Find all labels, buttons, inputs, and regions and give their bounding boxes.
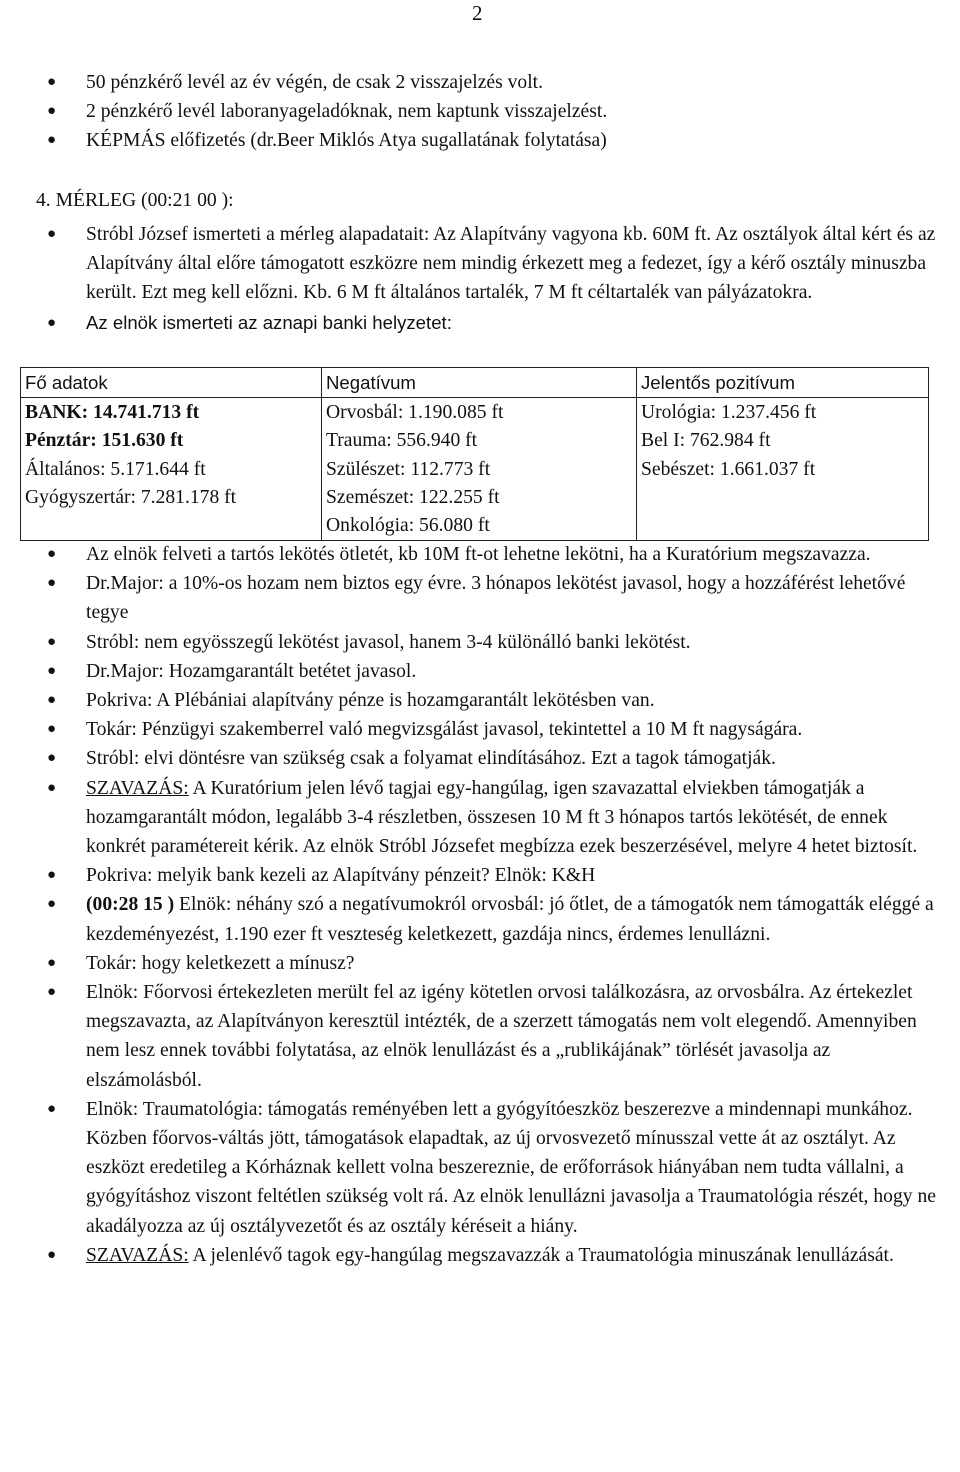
bullet-icon: ● <box>47 692 57 709</box>
table-cell <box>21 398 322 541</box>
cell-line: Bel I: 762.984 ft <box>641 430 771 452</box>
bullet-icon: ● <box>47 226 57 242</box>
cell-line: Szemészet: 122.255 ft <box>326 486 500 508</box>
cell-line: Gyógyszertár: 7.281.178 ft <box>25 486 237 508</box>
cell-line: Pénztár: 151.630 ft <box>25 430 184 452</box>
cell-line: Szülészet: 112.773 ft <box>326 458 491 480</box>
table-header: Jelentős pozitívum <box>637 368 929 398</box>
bullet-icon: ● <box>47 662 57 679</box>
bullet-icon: ● <box>47 779 57 796</box>
section-list <box>0 220 960 337</box>
list-item: ● Elnök: Traumatológia: támogatás reményében lett a gyógyítóeszköz beszerezve a mindennapi munkához. Közben főorvos-váltás jött, támogatások elapadtak, az új orvosvezető mínusszal vette át az osztályt. Az eszközt eredetileg a Kórháznak kellett volna beszereznie, de erőforrások hiányában nem tudta vállalni, a gyógyításhoz viszont feltétlen szükség volt rá. Az elnök lenullázni javasolja a Traumatológia részét, hogy ne akadályozza az új osztályvezetőt és az osztály kéréseit a hiány. <box>0 1095 960 1241</box>
table-cell <box>637 398 929 541</box>
discussion-list <box>0 540 960 1270</box>
bullet-icon: ● <box>47 984 57 1001</box>
bullet-icon: ● <box>47 313 57 331</box>
list-item: ● Pokriva: melyik bank kezeli az Alapítvány pénzeit? Elnök: K&H <box>0 861 960 890</box>
bullet-icon: ● <box>47 954 57 971</box>
bank-status-table <box>20 367 929 541</box>
bullet-icon: ● <box>47 721 57 738</box>
table-header: Fő adatok <box>21 368 322 398</box>
list-item: ● Elnök: Főorvosi értekezleten merült fel az igény kötetlen orvosi találkozásra, az orvosbálra. Az értekezlet megszavazta, az Alapítványon keresztül intézték, de a szerzett támogatás nem volt elegendő. Amennyiben nem lesz ennek további folytatása, az elnök lenullázást és a „rublikájának” törlését javasolja az elszámolásból. <box>0 978 960 1095</box>
vote-item: ● SZAVAZÁS: A jelenlévő tagok egy-hangúlag megszavazzák a Traumatológia minuszának lenullázását. <box>0 1241 960 1270</box>
cell-line: Általános: 5.171.644 ft <box>25 458 206 480</box>
bullet-icon: ● <box>47 546 57 562</box>
page-number: 2 <box>472 1 483 25</box>
list-item: ● Stróbl József ismerteti a mérleg alapadatait: Az Alapítvány vagyona kb. 60M ft. Az osztályok által kért és az Alapítvány által előre támogatott eszközre nem mindig érkezett meg a fedezet, így a kérő osztály minuszba került. Ezt meg kell előzni. Kb. 6 M ft általános tartalék, 7 M ft céltartalék van pályázatokra. <box>0 220 960 308</box>
vote-item: ● SZAVAZÁS: A Kuratórium jelen lévő tagjai egy-hangúlag, igen szavazattal elviekben támogatják a hozamgarantált módon, legalább 3-4 részletben, összesen 10 M ft 3 hónapos tartós lekötését, de ennek konkrét paramétereit kérik. Az elnök Stróbl Józsefet megbízza ezek beszerzésével, melyre 4 hetet biztosít. <box>0 774 960 862</box>
bullet-icon: ● <box>47 1246 57 1263</box>
cell-line: Urológia: 1.237.456 ft <box>641 402 817 424</box>
bullet-icon: ● <box>47 103 57 120</box>
list-item: ● Pokriva: A Plébániai alapítvány pénze is hozamgarantált lekötésben van. <box>0 686 960 715</box>
vote-label: SZAVAZÁS: <box>86 1244 189 1266</box>
bullet-icon: ● <box>47 633 57 650</box>
cell-line: Sebészet: 1.661.037 ft <box>641 458 816 480</box>
intro-list <box>0 68 960 156</box>
list-item: ● Tokár: hogy keletkezett a mínusz? <box>0 949 960 978</box>
bullet-icon: ● <box>47 575 57 592</box>
bullet-icon: ● <box>47 867 57 884</box>
list-item: ● (00:28 15 ) Elnök: néhány szó a negatívumokról orvosbál: jó őtlet, de a támogatók nem támogatták eléggé a kezdeményezést, 1.190 ezer ft veszteség keletkezett, gazdája nincs, érdemes lenullázni. <box>0 890 960 948</box>
cell-line: BANK: 14.741.713 ft <box>25 402 200 424</box>
list-item: ● Dr.Major: a 10%-os hozam nem biztos egy évre. 3 hónapos lekötést javasol, hogy a hozzáférést lehetővé tegye <box>0 569 960 627</box>
list-item: ● KÉPMÁS előfizetés (dr.Beer Miklós Atya sugallatának folytatása) <box>0 126 960 155</box>
list-item: ● Az elnök ismerteti az aznapi banki helyzetet: <box>0 308 960 337</box>
list-item: ● Dr.Major: Hozamgarantált betétet javasol. <box>0 657 960 686</box>
table-cell <box>322 398 637 541</box>
list-item: ● 50 pénzkérő levél az év végén, de csak 2 visszajelzés volt. <box>0 68 960 97</box>
list-item: ● Stróbl: elvi döntésre van szükség csak a folyamat elindításához. Ezt a tagok támogatják. <box>0 744 960 773</box>
bullet-icon: ● <box>47 1100 57 1117</box>
bullet-icon: ● <box>47 74 57 90</box>
timestamp: (00:28 15 ) <box>86 894 175 916</box>
table-header: Negatívum <box>322 368 637 398</box>
cell-line: Onkológia: 56.080 ft <box>326 514 490 536</box>
vote-label: SZAVAZÁS: <box>86 777 189 799</box>
cell-line: Trauma: 556.940 ft <box>326 430 478 452</box>
list-item: ● Stróbl: nem egyösszegű lekötést javasol, hanem 3-4 különálló banki lekötést. <box>0 628 960 657</box>
section-heading: 4. MÉRLEG (00:21 00 ): <box>36 190 234 211</box>
bullet-icon: ● <box>47 896 57 913</box>
list-item: ● Tokár: Pénzügyi szakemberrel való megvizsgálást javasol, tekintettel a 10 M ft nagyságára. <box>0 715 960 744</box>
list-item: ● Az elnök felveti a tartós lekötés ötletét, kb 10M ft-ot lehetne lekötni, ha a Kuratórium megszavazza. <box>0 540 960 569</box>
cell-line: Orvosbál: 1.190.085 ft <box>326 402 504 424</box>
bullet-icon: ● <box>47 132 57 149</box>
list-item: ● 2 pénzkérő levél laboranyageladóknak, nem kaptunk visszajelzést. <box>0 97 960 126</box>
bullet-icon: ● <box>47 750 57 767</box>
